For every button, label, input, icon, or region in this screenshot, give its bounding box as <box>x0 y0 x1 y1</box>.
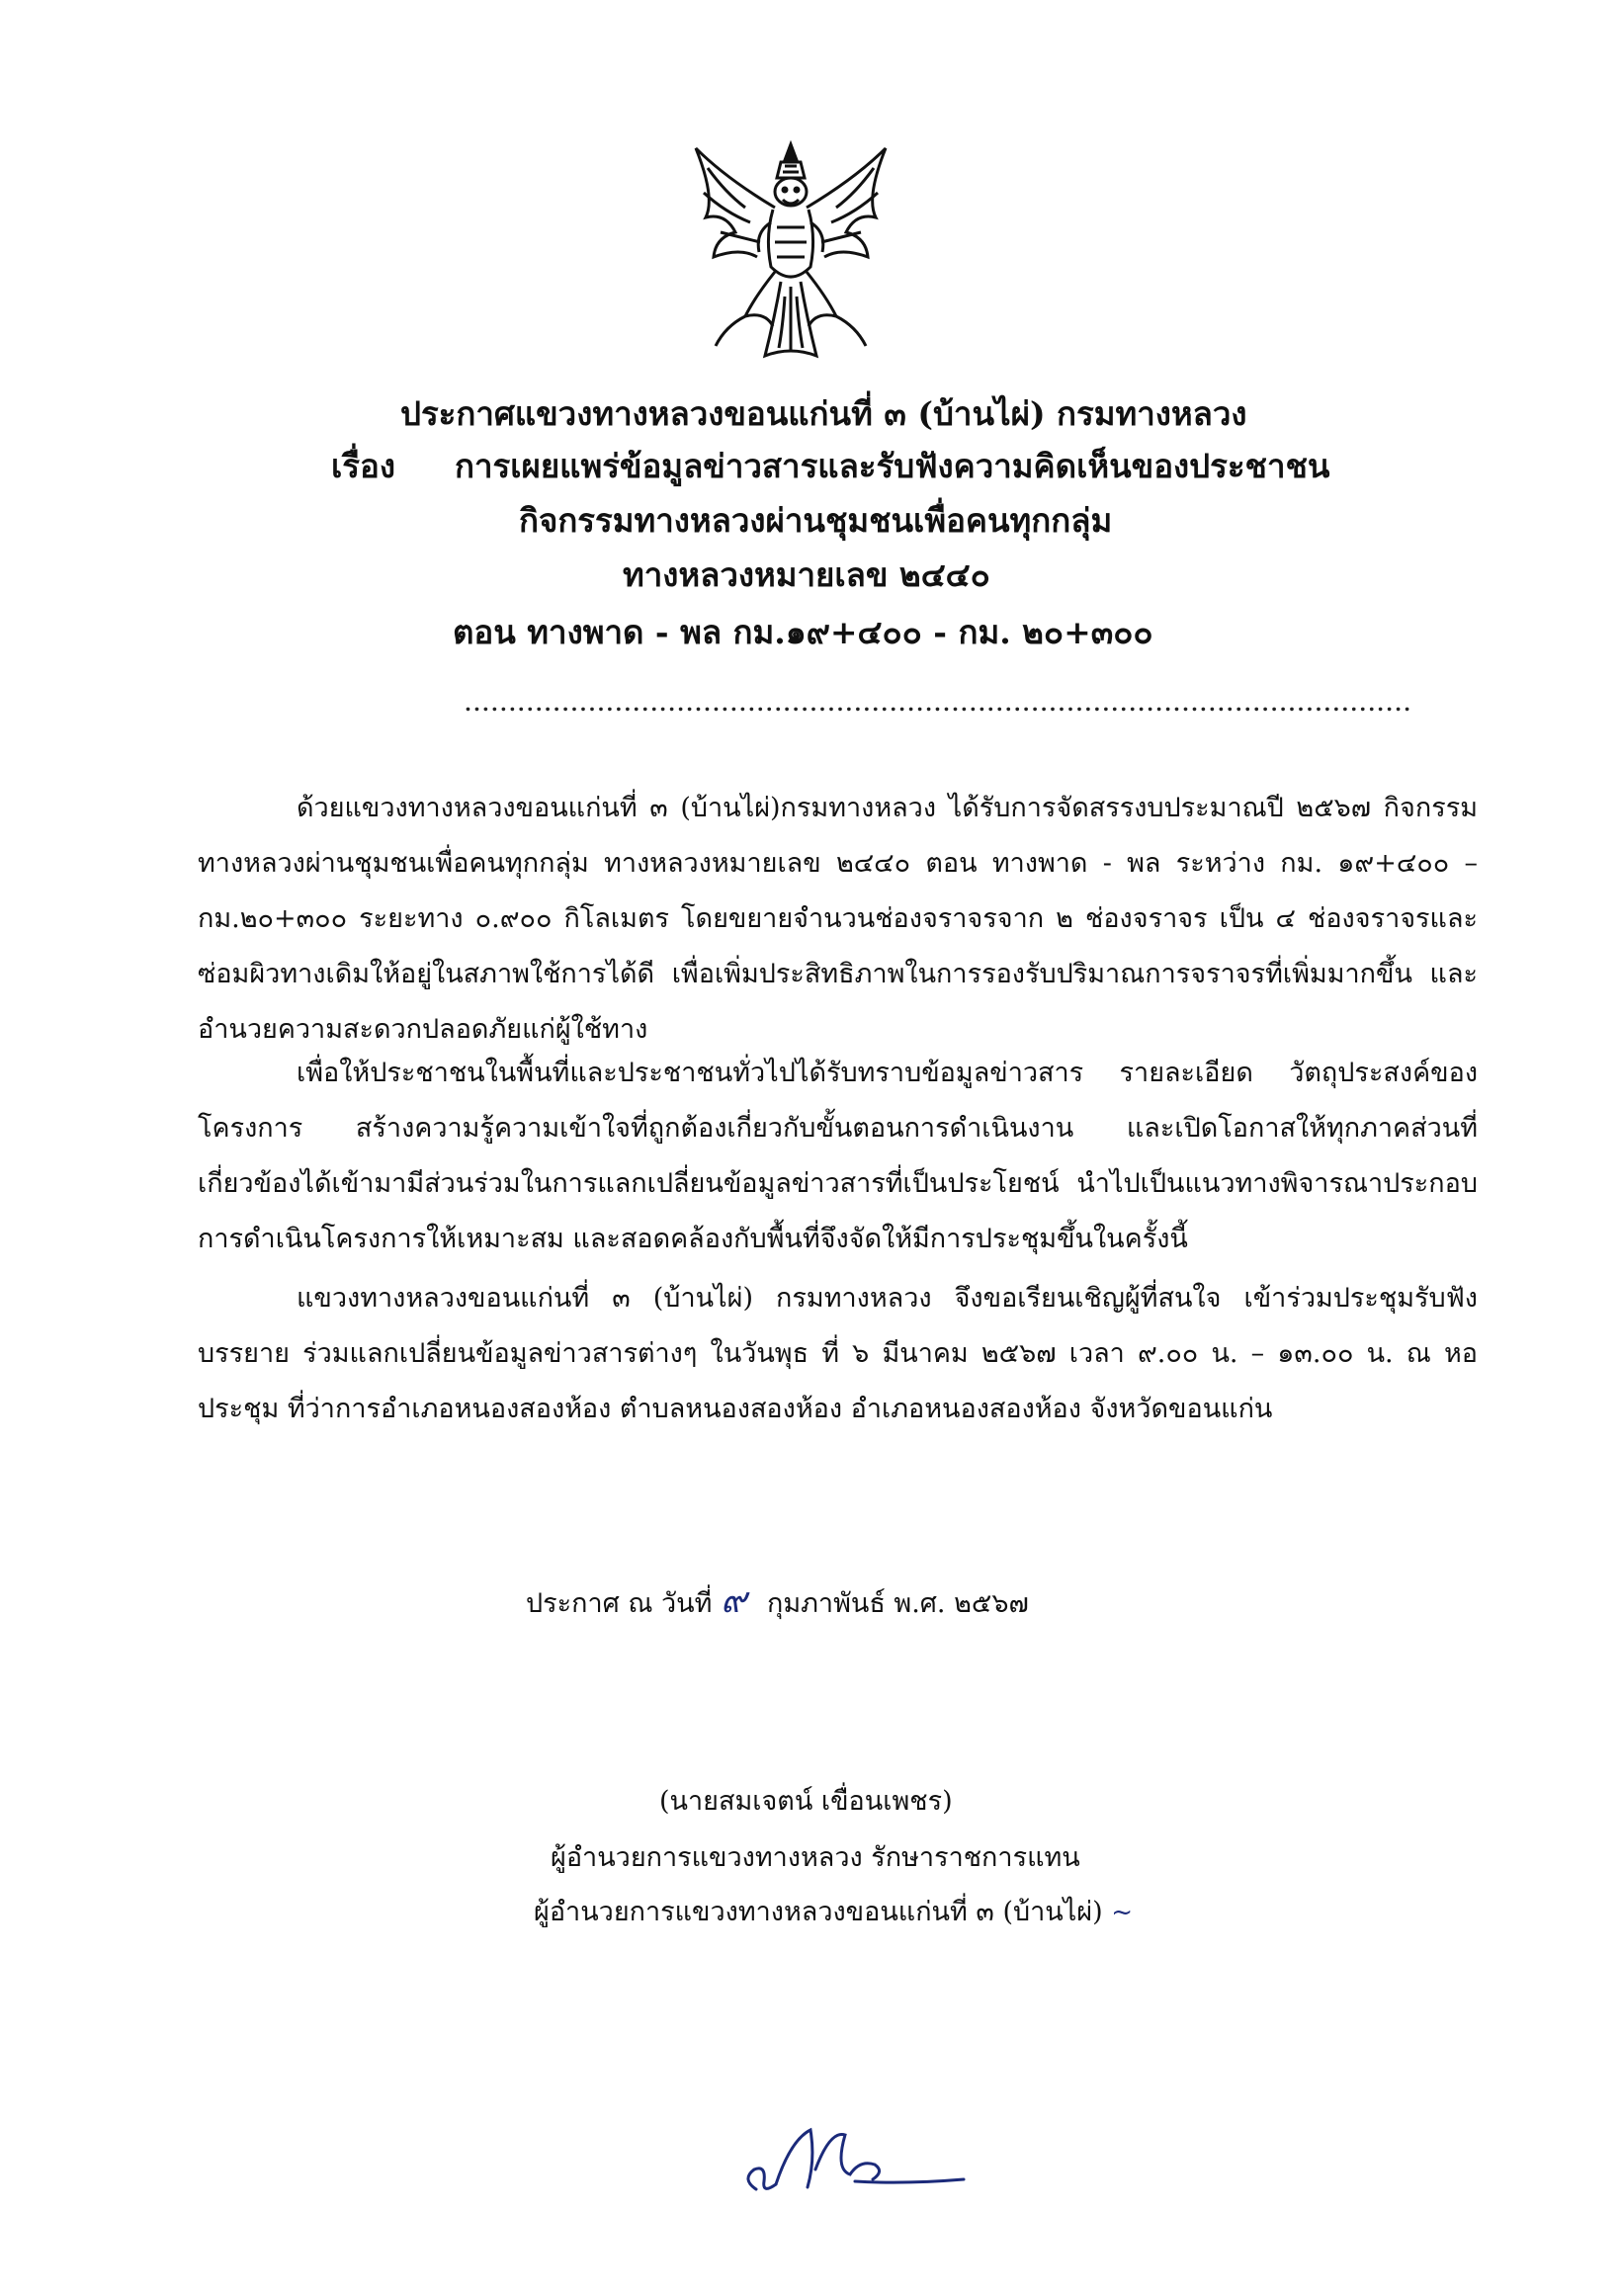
handwritten-initial-mark: ~ <box>1111 1898 1134 1927</box>
header-activity: กิจกรรมทางหลวงผ่านชุมชนเพื่อคนทุกกลุ่ม <box>519 501 1113 540</box>
announce-day-handwritten: ๙ <box>721 1580 747 1621</box>
header-highway-number: ทางหลวงหมายเลข ๒๔๔๐ <box>623 555 990 594</box>
announce-prefix: ประกาศ ณ วันที่ <box>526 1588 713 1619</box>
garuda-emblem <box>686 138 895 366</box>
body-paragraph-1: ด้วยแขวงทางหลวงขอนแก่นที่ ๓ (บ้านไผ่)กรมทางหลวง ได้รับการจัดสรรงบประมาณปี ๒๕๖๗ กิจกรรมทางหลวงผ่านชุมชนเพื่อคนทุกกลุ่ม ทางหลวงหมายเลข ๒๔๔๐ ตอน ทางพาด - พล ระหว่าง กม. ๑๙+๔๐๐ – กม.๒๐+๓๐๐ ระยะทาง ๐.๙๐๐ กิโลเมตร โดยขยายจำนวนช่องจราจรจาก ๒ ช่องจราจร เป็น ๔ ช่องจราจรและซ่อมผิวทางเดิมให้อยู่ในสภาพใช้การได้ดี เพื่อเพิ่มประสิทธิภาพในการรองรับปริมาณการจราจรที่เพิ่มมากขึ้น และอำนวยความสะดวกปลอดภัยแก่ผู้ใช้ทาง <box>198 793 1478 1045</box>
announce-suffix: กุมภาพันธ์ พ.ศ. ๒๕๖๗ <box>766 1588 1029 1619</box>
body-paragraph-3: แขวงทางหลวงขอนแก่นที่ ๓ (บ้านไผ่) กรมทางหลวง จึงขอเรียนเชิญผู้ที่สนใจ เข้าร่วมประชุมรับฟังบรรยาย ร่วมแลกเปลี่ยนข้อมูลข่าวสารต่างๆ ในวันพุธ ที่ ๖ มีนาคม ๒๕๖๗ เวลา ๙.๐๐ น. – ๑๓.๐๐ น. ณ หอประชุม ที่ว่าการอำเภอหนองสองห้อง ตำบลหนองสองห้อง อำเภอหนองสองห้อง จังหวัดขอนแก่น <box>198 1283 1478 1424</box>
handwritten-signature <box>736 2110 974 2219</box>
announce-date <box>526 1572 1029 1628</box>
signer-position-1: ผู้อำนวยการแขวงทางหลวง รักษาราชการแทน <box>551 1842 1080 1873</box>
separator-dots: ........................................................................................................... <box>465 692 1413 716</box>
header-line-1: ประกาศแขวงทางหลวงขอนแก่นที่ ๓ (บ้านไผ่) กรมทางหลวง <box>400 394 1247 433</box>
subject-label: เรื่อง <box>331 447 395 485</box>
header-subject: การเผยแพร่ข้อมูลข่าวสารและรับฟังความคิดเห็นของประชาชน <box>455 447 1330 485</box>
signer-name: (นายสมเจตน์ เขื่อนเพชร) <box>659 1786 953 1817</box>
header-section: ตอน ทางพาด - พล กม.๑๙+๔๐๐ - กม. ๒๐+๓๐๐ <box>453 613 1153 651</box>
signer-position-2 <box>534 1890 1133 1932</box>
signer-position-2-text: ผู้อำนวยการแขวงทางหลวงขอนแก่นที่ ๓ (บ้านไผ่) <box>534 1897 1103 1927</box>
body-paragraph-2: เพื่อให้ประชาชนในพื้นที่และประชาชนทั่วไปได้รับทราบข้อมูลข่าวสาร รายละเอียด วัตถุประสงค์ของโครงการ สร้างความรู้ความเข้าใจที่ถูกต้องเกี่ยวกับขั้นตอนการดำเนินงาน และเปิดโอกาสให้ทุกภาคส่วนที่เกี่ยวข้องได้เข้ามามีส่วนร่วมในการแลกเปลี่ยนข้อมูลข่าวสารที่เป็นประโยชน์ นำไปเป็นแนวทางพิจารณาประกอบการดำเนินโครงการให้เหมาะสม และสอดคล้องกับพื้นที่จึงจัดให้มีการประชุมขึ้นในครั้งนี้ <box>198 1058 1478 1254</box>
